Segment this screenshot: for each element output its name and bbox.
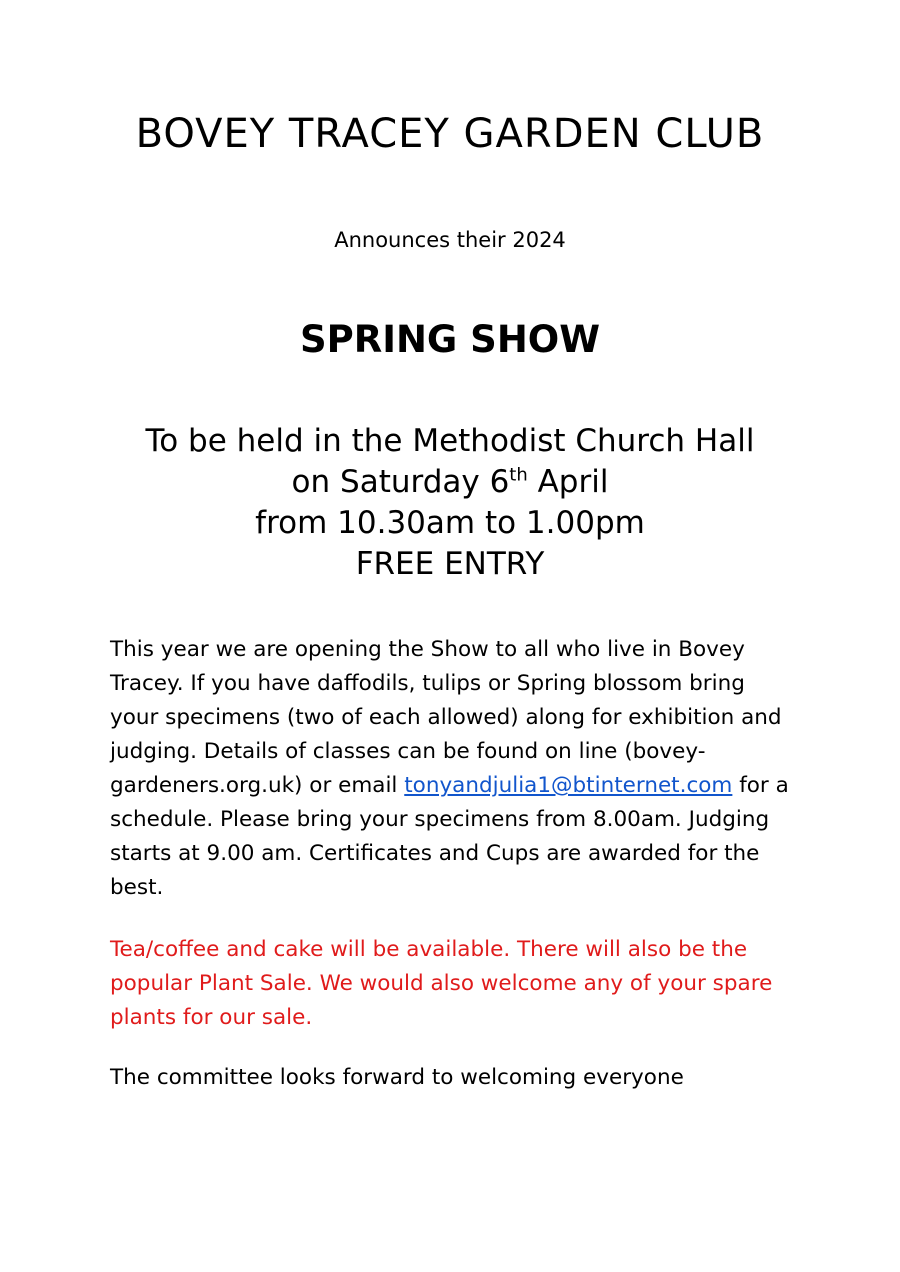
event-details (110, 363, 790, 586)
announcement-text: Announces their 2024 (334, 228, 566, 252)
email-link[interactable]: tonyandjulia1@btinternet.com (404, 773, 733, 799)
refreshments-note: Tea/coffee and cake will be available. There will also be the popular Plant Sale. We would also welcome any of your spare plants for our sale. (110, 937, 773, 1031)
body-paragraph (110, 633, 790, 905)
show-title: SPRING SHOW (299, 318, 601, 362)
page-title: BOVEY TRACEY GARDEN CLUB (135, 111, 765, 157)
body-paragraph-part1: This year we are opening the Show to all who live in Bovey Tracey. If you have daffodils, tulips or Spring blossom bring your specimens (two of each allowed) along for exhibition and judging. Details of classes can be found on line (bovey-gardeners.org.uk) or email (110, 637, 782, 799)
closing-note: The committee looks forward to welcoming everyone (110, 1065, 684, 1091)
event-time-line: from 10.30am to 1.00pm (255, 505, 645, 542)
event-entry-line: FREE ENTRY (355, 546, 545, 583)
event-date-ordinal: th (509, 464, 528, 486)
event-date-line (110, 462, 790, 503)
event-date-prefix: on Saturday 6 (291, 463, 510, 500)
body-paragraph-part2: for a schedule. Please bring your specimens from 8.00am. Judging starts at 9.00 am. Certificates and Cups are awarded for the best. (110, 773, 789, 901)
body-text-block (110, 585, 790, 1095)
event-venue-line: To be held in the Methodist Church Hall (145, 422, 755, 459)
event-date-suffix: April (527, 463, 609, 500)
